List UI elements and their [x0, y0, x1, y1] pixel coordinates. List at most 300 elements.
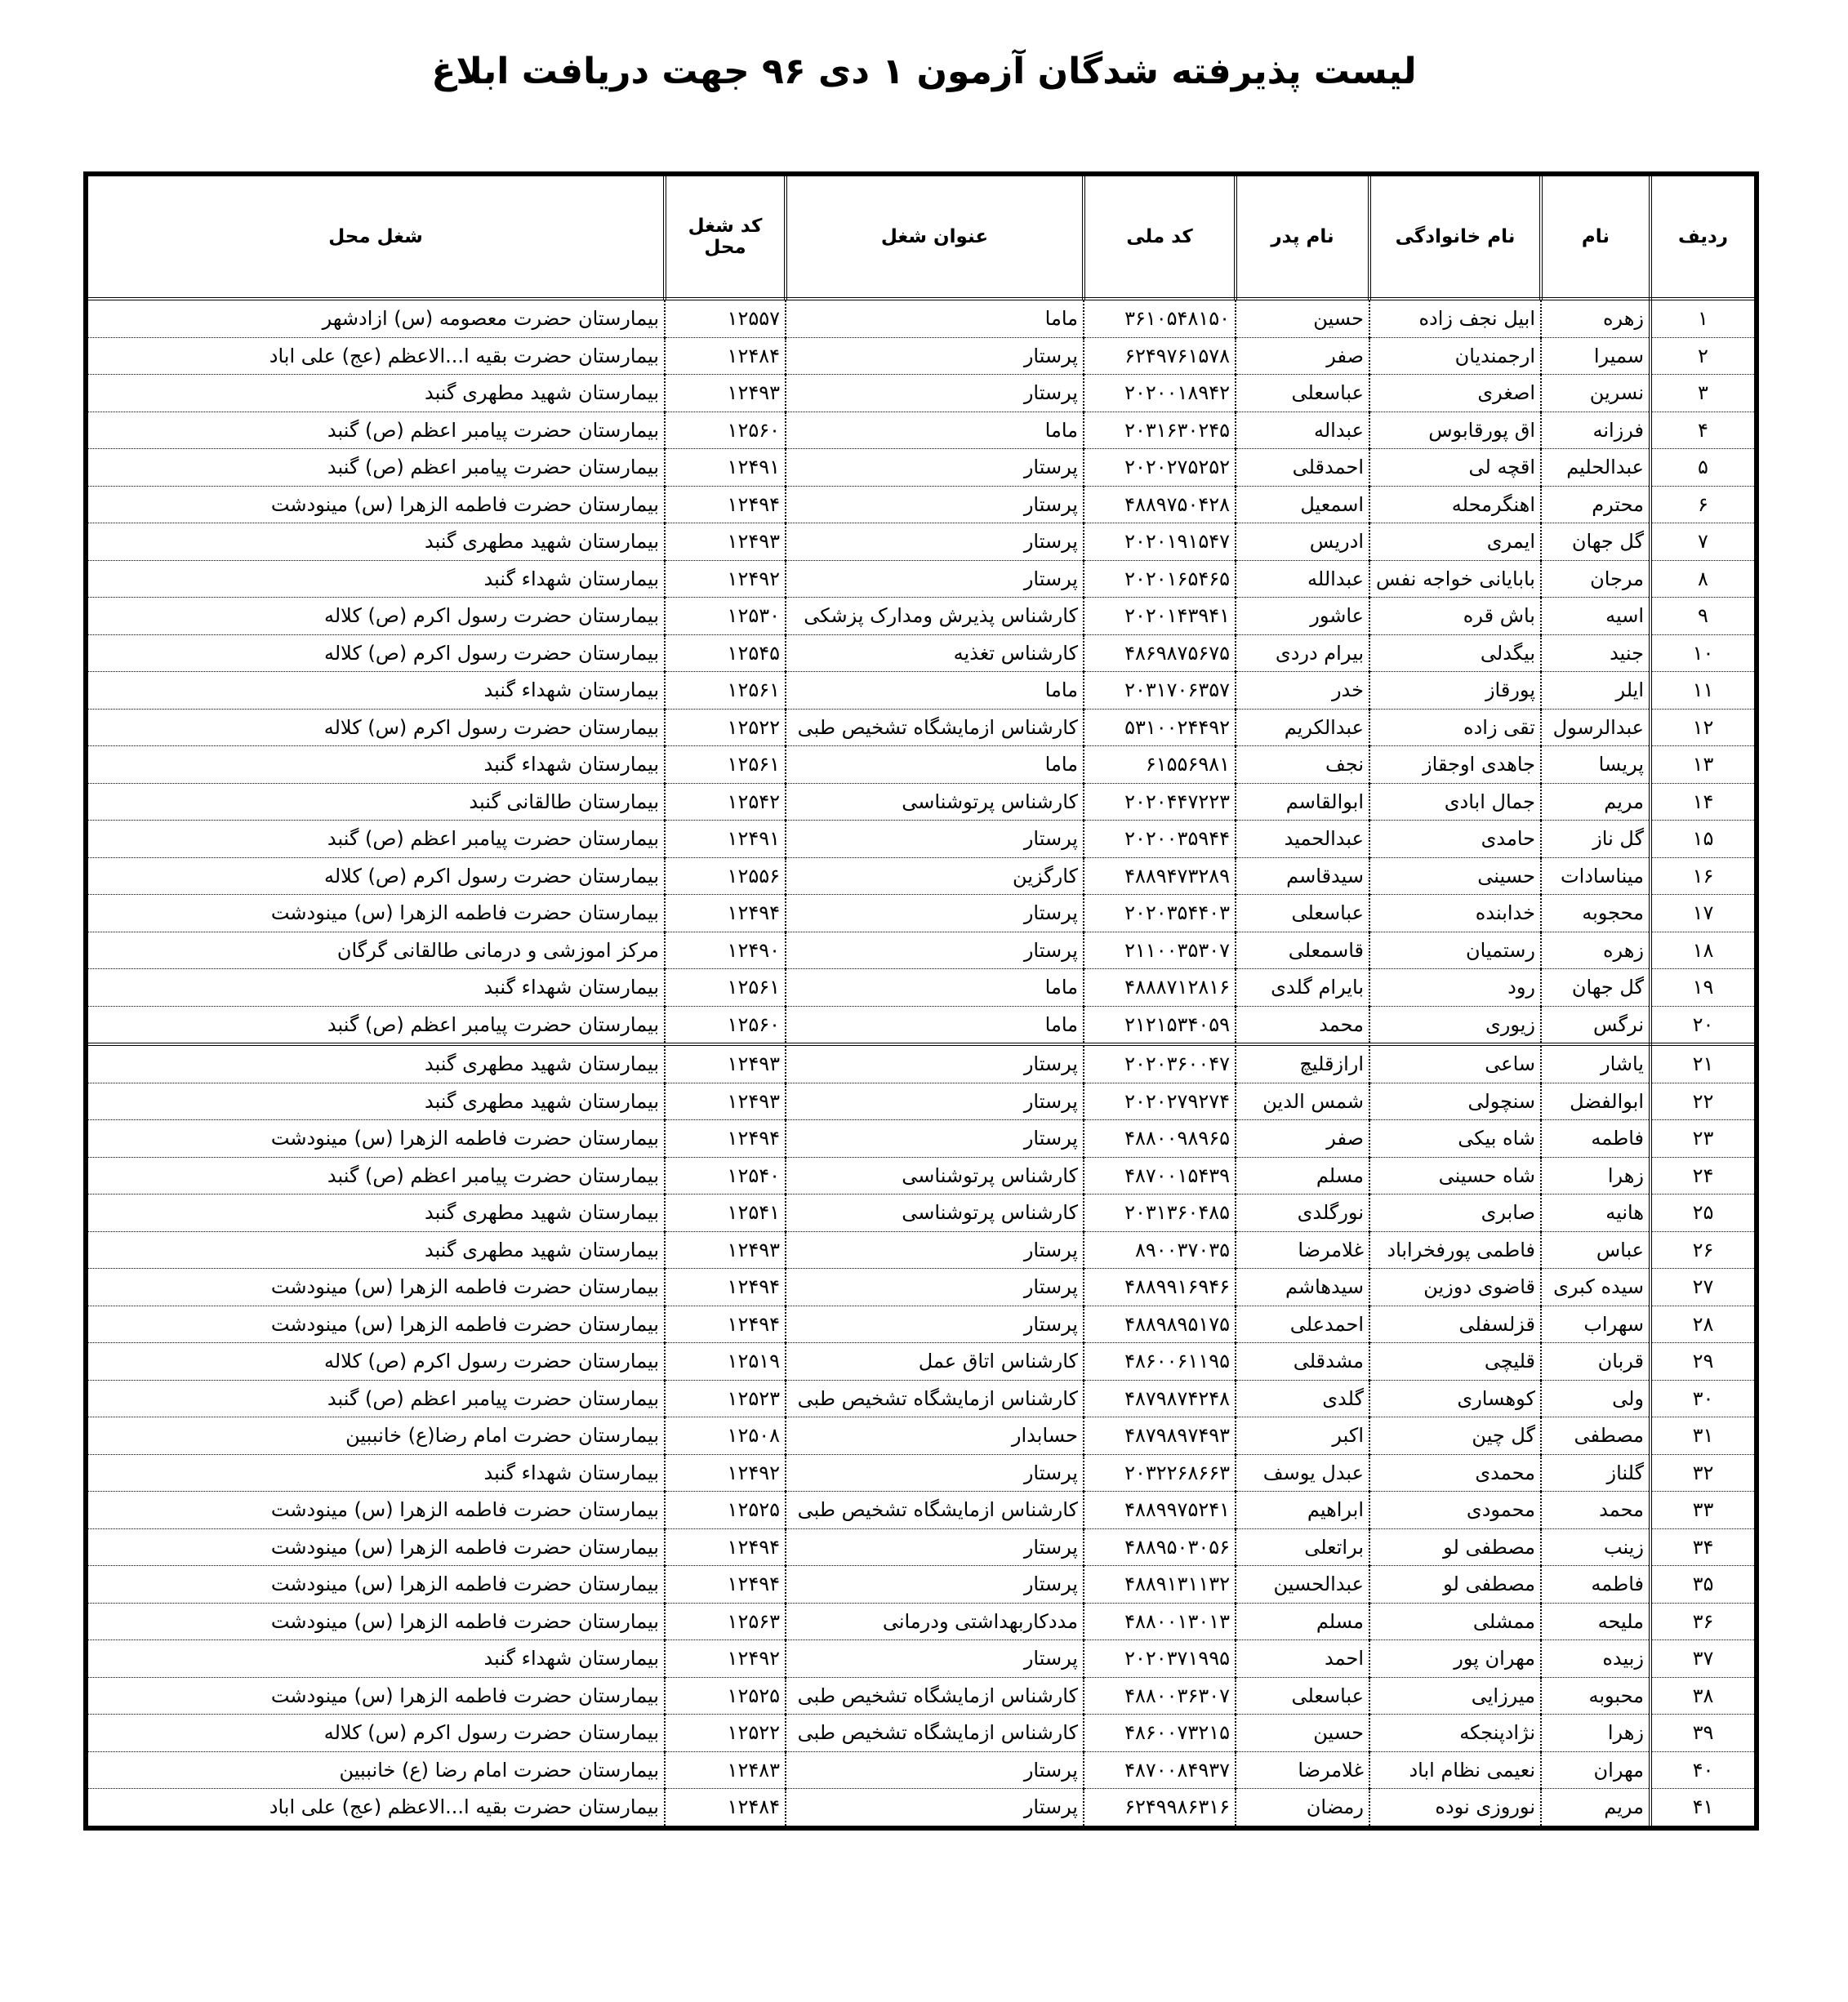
cell-row-number: ۲۳	[1650, 1120, 1757, 1158]
cell-first-name: مهران	[1541, 1751, 1650, 1789]
cell-national-code: ۴۸۶۹۸۷۵۶۷۵	[1084, 634, 1236, 672]
cell-last-name: رود	[1369, 969, 1541, 1007]
table-row	[86, 1603, 1757, 1640]
cell-job-title: کارشناس ازمایشگاه تشخیص طبی	[786, 1380, 1084, 1417]
cell-row-number: ۳۰	[1650, 1380, 1757, 1417]
cell-row-number: ۳	[1650, 375, 1757, 412]
cell-last-name: گل چین	[1369, 1417, 1541, 1455]
cell-job-place: بیمارستان شهداء گنبد	[86, 560, 665, 598]
cell-national-code: ۴۸۸۰۰۳۶۳۰۷	[1084, 1677, 1236, 1715]
cell-job-title: کارگزین	[786, 857, 1084, 895]
cell-row-number: ۲۱	[1650, 1044, 1757, 1083]
cell-first-name: مصطفی	[1541, 1417, 1650, 1455]
cell-job-place: بیمارستان حضرت رسول اکرم (ص) کلاله	[86, 598, 665, 635]
cell-father-name: گلدی	[1236, 1380, 1369, 1417]
cell-job-code: ۱۲۴۸۴	[665, 1789, 786, 1828]
cell-row-number: ۱۹	[1650, 969, 1757, 1007]
cell-father-name: عباسعلی	[1236, 1677, 1369, 1715]
cell-father-name: غلامرضا	[1236, 1751, 1369, 1789]
cell-first-name: نرگس	[1541, 1006, 1650, 1044]
cell-row-number: ۱۸	[1650, 932, 1757, 969]
cell-job-code: ۱۲۴۹۰	[665, 932, 786, 969]
cell-last-name: خدابنده	[1369, 895, 1541, 932]
cell-row-number: ۳۲	[1650, 1454, 1757, 1492]
cell-job-code: ۱۲۴۸۴	[665, 337, 786, 375]
cell-father-name: سیدهاشم	[1236, 1269, 1369, 1306]
cell-job-code: ۱۲۴۹۴	[665, 1269, 786, 1306]
cell-national-code: ۵۳۱۰۰۲۴۴۹۲	[1084, 709, 1236, 746]
cell-job-code: ۱۲۴۹۲	[665, 1454, 786, 1492]
cell-job-code: ۱۲۴۹۴	[665, 1566, 786, 1604]
cell-job-code: ۱۲۵۶۱	[665, 969, 786, 1007]
cell-first-name: عبدالحلیم	[1541, 449, 1650, 487]
cell-last-name: اقچه لی	[1369, 449, 1541, 487]
cell-last-name: شاه حسینی	[1369, 1157, 1541, 1195]
cell-father-name: نورگلدی	[1236, 1195, 1369, 1232]
cell-national-code: ۲۰۲۰۲۷۹۲۷۴	[1084, 1083, 1236, 1120]
cell-job-code: ۱۲۴۸۳	[665, 1751, 786, 1789]
cell-row-number: ۲۴	[1650, 1157, 1757, 1195]
cell-job-code: ۱۲۵۰۸	[665, 1417, 786, 1455]
cell-last-name: رستمیان	[1369, 932, 1541, 969]
cell-national-code: ۴۸۸۹۸۹۵۱۷۵	[1084, 1306, 1236, 1343]
table-row	[86, 857, 1757, 895]
cell-job-code: ۱۲۵۴۱	[665, 1195, 786, 1232]
cell-job-title: پرستار	[786, 1640, 1084, 1678]
header-first-name: نام	[1541, 174, 1650, 299]
cell-last-name: فاطمی پورفخراباد	[1369, 1231, 1541, 1269]
cell-job-place: بیمارستان حضرت فاطمه الزهرا (س) مینودشت	[86, 1528, 665, 1566]
cell-father-name: اکبر	[1236, 1417, 1369, 1455]
cell-job-code: ۱۲۴۹۱	[665, 821, 786, 858]
cell-job-code: ۱۲۵۳۰	[665, 598, 786, 635]
cell-job-place: بیمارستان حضرت فاطمه الزهرا (س) مینودشت	[86, 895, 665, 932]
cell-national-code: ۴۸۸۰۰۱۳۰۱۳	[1084, 1603, 1236, 1640]
cell-father-name: عاشور	[1236, 598, 1369, 635]
cell-job-place: بیمارستان حضرت معصومه (س) ازادشهر	[86, 299, 665, 337]
table-row	[86, 895, 1757, 932]
cell-row-number: ۳۱	[1650, 1417, 1757, 1455]
table-row	[86, 486, 1757, 523]
cell-last-name: جمال ابادی	[1369, 783, 1541, 821]
cell-father-name: بایرام گلدی	[1236, 969, 1369, 1007]
cell-job-code: ۱۲۴۹۱	[665, 449, 786, 487]
cell-job-place: بیمارستان حضرت فاطمه الزهرا (س) مینودشت	[86, 486, 665, 523]
cell-father-name: عبدل یوسف	[1236, 1454, 1369, 1492]
cell-row-number: ۱۷	[1650, 895, 1757, 932]
cell-job-code: ۱۲۵۶۱	[665, 746, 786, 784]
cell-job-title: پرستار	[786, 821, 1084, 858]
cell-job-title: پرستار	[786, 1454, 1084, 1492]
table-row	[86, 1120, 1757, 1158]
cell-father-name: رمضان	[1236, 1789, 1369, 1828]
cell-job-title: پرستار	[786, 1306, 1084, 1343]
cell-job-title: مددکاربهداشتی ودرمانی	[786, 1603, 1084, 1640]
cell-father-name: عبداله	[1236, 412, 1369, 449]
cell-father-name: مسلم	[1236, 1157, 1369, 1195]
cell-row-number: ۳۶	[1650, 1603, 1757, 1640]
table-row	[86, 709, 1757, 746]
cell-job-place: بیمارستان حضرت رسول اکرم (س) کلاله	[86, 709, 665, 746]
cell-row-number: ۳۴	[1650, 1528, 1757, 1566]
cell-row-number: ۲	[1650, 337, 1757, 375]
cell-last-name: بیگدلی	[1369, 634, 1541, 672]
cell-row-number: ۱	[1650, 299, 1757, 337]
table-row	[86, 821, 1757, 858]
cell-job-code: ۱۲۵۶۱	[665, 672, 786, 710]
cell-job-code: ۱۲۴۹۴	[665, 895, 786, 932]
cell-national-code: ۴۸۸۹۴۷۳۲۸۹	[1084, 857, 1236, 895]
cell-national-code: ۴۸۸۹۵۰۳۰۵۶	[1084, 1528, 1236, 1566]
cell-job-title: ماما	[786, 969, 1084, 1007]
cell-job-place: بیمارستان شهید مطهری گنبد	[86, 1231, 665, 1269]
cell-last-name: حسینی	[1369, 857, 1541, 895]
cell-last-name: صابری	[1369, 1195, 1541, 1232]
cell-job-place: بیمارستان حضرت رسول اکرم (ص) کلاله	[86, 634, 665, 672]
table-row	[86, 1231, 1757, 1269]
cell-father-name: نجف	[1236, 746, 1369, 784]
table-row	[86, 412, 1757, 449]
table-row	[86, 299, 1757, 337]
cell-national-code: ۴۸۶۰۰۷۳۲۱۵	[1084, 1715, 1236, 1752]
cell-job-place: بیمارستان حضرت پیامبر اعظم (ص) گنبد	[86, 1006, 665, 1044]
cell-national-code: ۴۸۸۹۷۵۰۴۲۸	[1084, 486, 1236, 523]
cell-row-number: ۱۲	[1650, 709, 1757, 746]
cell-job-code: ۱۲۴۹۳	[665, 1044, 786, 1083]
table-row	[86, 1640, 1757, 1678]
cell-father-name: ابوالقاسم	[1236, 783, 1369, 821]
table-row	[86, 1380, 1757, 1417]
cell-last-name: قاضوی دوزین	[1369, 1269, 1541, 1306]
cell-last-name: مصطفی لو	[1369, 1566, 1541, 1604]
cell-job-title: پرستار	[786, 486, 1084, 523]
cell-job-code: ۱۲۵۲۳	[665, 1380, 786, 1417]
cell-father-name: صفر	[1236, 1120, 1369, 1158]
cell-row-number: ۹	[1650, 598, 1757, 635]
cell-job-code: ۱۲۴۹۳	[665, 1083, 786, 1120]
cell-first-name: فرزانه	[1541, 412, 1650, 449]
cell-last-name: ایمری	[1369, 523, 1541, 561]
cell-row-number: ۱۱	[1650, 672, 1757, 710]
table-row	[86, 746, 1757, 784]
cell-job-place: بیمارستان حضرت بقیه ا...الاعظم (عج) علی اباد	[86, 337, 665, 375]
cell-national-code: ۲۰۳۱۶۳۰۲۴۵	[1084, 412, 1236, 449]
table-row	[86, 1789, 1757, 1828]
cell-row-number: ۱۵	[1650, 821, 1757, 858]
cell-job-place: بیمارستان حضرت فاطمه الزهرا (س) مینودشت	[86, 1566, 665, 1604]
cell-father-name: عباسعلی	[1236, 895, 1369, 932]
cell-row-number: ۲۰	[1650, 1006, 1757, 1044]
cell-job-code: ۱۲۵۲۲	[665, 1715, 786, 1752]
table-row	[86, 337, 1757, 375]
cell-father-name: محمد	[1236, 1006, 1369, 1044]
cell-first-name: مرجان	[1541, 560, 1650, 598]
cell-job-place: بیمارستان طالقانی گنبد	[86, 783, 665, 821]
cell-job-place: بیمارستان شهید مطهری گنبد	[86, 1195, 665, 1232]
cell-job-code: ۱۲۵۲۵	[665, 1677, 786, 1715]
cell-row-number: ۵	[1650, 449, 1757, 487]
cell-job-code: ۱۲۵۲۲	[665, 709, 786, 746]
cell-row-number: ۱۴	[1650, 783, 1757, 821]
cell-job-code: ۱۲۵۶۰	[665, 412, 786, 449]
cell-job-code: ۱۲۴۹۴	[665, 1120, 786, 1158]
cell-last-name: حامدی	[1369, 821, 1541, 858]
cell-row-number: ۳۵	[1650, 1566, 1757, 1604]
cell-job-title: کارشناس پرتوشناسی	[786, 783, 1084, 821]
cell-father-name: مشدقلی	[1236, 1343, 1369, 1381]
header-national-code: کد ملی	[1084, 174, 1236, 299]
cell-father-name: براتعلی	[1236, 1528, 1369, 1566]
cell-national-code: ۲۰۲۰۴۴۷۲۲۳	[1084, 783, 1236, 821]
candidates-table	[83, 171, 1759, 1831]
table-row	[86, 560, 1757, 598]
cell-job-title: کارشناس پرتوشناسی	[786, 1157, 1084, 1195]
cell-first-name: میناسادات	[1541, 857, 1650, 895]
header-job-place: شغل محل	[86, 174, 665, 299]
header-row-number: ردیف	[1650, 174, 1757, 299]
cell-national-code: ۴۸۸۹۹۷۵۲۴۱	[1084, 1492, 1236, 1529]
header-last-name: نام خانوادگی	[1369, 174, 1541, 299]
cell-first-name: مریم	[1541, 1789, 1650, 1828]
cell-first-name: قربان	[1541, 1343, 1650, 1381]
table-header-row	[86, 174, 1757, 299]
cell-row-number: ۶	[1650, 486, 1757, 523]
cell-father-name: حسین	[1236, 1715, 1369, 1752]
cell-row-number: ۲۸	[1650, 1306, 1757, 1343]
cell-row-number: ۴	[1650, 412, 1757, 449]
cell-job-place: بیمارستان شهداء گنبد	[86, 1640, 665, 1678]
cell-national-code: ۴۸۷۹۸۷۴۲۴۸	[1084, 1380, 1236, 1417]
cell-job-place: بیمارستان شهید مطهری گنبد	[86, 375, 665, 412]
cell-job-title: کارشناس اتاق عمل	[786, 1343, 1084, 1381]
cell-last-name: کوهساری	[1369, 1380, 1541, 1417]
cell-national-code: ۲۰۲۰۰۱۸۹۴۲	[1084, 375, 1236, 412]
cell-job-place: بیمارستان حضرت بقیه ا...الاعظم (عج) علی اباد	[269, 1795, 659, 1819]
cell-first-name: ملیحه	[1541, 1603, 1650, 1640]
cell-last-name: نعیمی نظام اباد	[1369, 1751, 1541, 1789]
cell-row-number: ۴۰	[1650, 1751, 1757, 1789]
cell-job-code: ۱۲۵۵۶	[665, 857, 786, 895]
cell-row-number: ۸	[1650, 560, 1757, 598]
cell-first-name: نسرین	[1541, 375, 1650, 412]
cell-job-title: حسابدار	[786, 1417, 1084, 1455]
cell-row-number: ۱۶	[1650, 857, 1757, 895]
cell-first-name: سیده کبری	[1541, 1269, 1650, 1306]
cell-job-place: بیمارستان حضرت فاطمه الزهرا (س) مینودشت	[86, 1306, 665, 1343]
cell-first-name: جنید	[1541, 634, 1650, 672]
cell-first-name: پریسا	[1541, 746, 1650, 784]
cell-job-code: ۱۲۵۲۵	[665, 1492, 786, 1529]
cell-national-code: ۳۶۱۰۵۴۸۱۵۰	[1084, 299, 1236, 337]
cell-national-code: ۲۰۲۰۲۷۵۲۵۲	[1084, 449, 1236, 487]
table-row	[86, 449, 1757, 487]
table-row	[86, 783, 1757, 821]
cell-last-name: میرزایی	[1369, 1677, 1541, 1715]
cell-father-name: سیدقاسم	[1236, 857, 1369, 895]
cell-job-code: ۱۲۴۹۳	[665, 523, 786, 561]
table-row	[86, 969, 1757, 1007]
cell-father-name: عبدالله	[1236, 560, 1369, 598]
cell-job-place: بیمارستان حضرت رسول اکرم (س) کلاله	[86, 1715, 665, 1752]
cell-first-name: محبوبه	[1541, 1677, 1650, 1715]
cell-father-name: خدر	[1236, 672, 1369, 710]
cell-first-name: سمیرا	[1541, 337, 1650, 375]
cell-job-place: مرکز اموزشی و درمانی طالقانی گرگان	[86, 932, 665, 969]
cell-father-name: عبدالحسین	[1236, 1566, 1369, 1604]
cell-father-name: شمس الدین	[1236, 1083, 1369, 1120]
cell-last-name: جاهدی اوجقاز	[1369, 746, 1541, 784]
cell-national-code: ۴۸۶۰۰۶۱۱۹۵	[1084, 1343, 1236, 1381]
cell-first-name: زهرا	[1541, 1157, 1650, 1195]
cell-last-name: سنچولی	[1369, 1083, 1541, 1120]
cell-first-name: زهره	[1541, 932, 1650, 969]
cell-national-code: ۲۰۳۲۲۶۸۶۶۳	[1084, 1454, 1236, 1492]
cell-row-number: ۱۳	[1650, 746, 1757, 784]
cell-job-title: پرستار	[786, 375, 1084, 412]
cell-last-name: نوروزی نوده	[1369, 1789, 1541, 1828]
cell-first-name: محمد	[1541, 1492, 1650, 1529]
cell-job-title: پرستار	[786, 1566, 1084, 1604]
cell-father-name: غلامرضا	[1236, 1231, 1369, 1269]
cell-job-title: کارشناس ازمایشگاه تشخیص طبی	[786, 709, 1084, 746]
cell-job-title: پرستار	[786, 337, 1084, 375]
cell-job-place: بیمارستان حضرت امام رضا (ع) خانببین	[86, 1751, 665, 1789]
table-row	[86, 1343, 1757, 1381]
cell-first-name: مریم	[1541, 783, 1650, 821]
cell-last-name: اصغری	[1369, 375, 1541, 412]
cell-last-name: قلیچی	[1369, 1343, 1541, 1381]
cell-job-title: پرستار	[786, 1120, 1084, 1158]
cell-father-name: عباسعلی	[1236, 375, 1369, 412]
cell-national-code: ۲۰۳۱۷۰۶۳۵۷	[1084, 672, 1236, 710]
cell-national-code: ۴۸۷۰۰۸۴۹۳۷	[1084, 1751, 1236, 1789]
cell-row-number: ۳۳	[1650, 1492, 1757, 1529]
cell-job-title: پرستار	[786, 523, 1084, 561]
cell-first-name: گل جهان	[1541, 523, 1650, 561]
cell-national-code: ۲۰۲۰۱۴۳۹۴۱	[1084, 598, 1236, 635]
cell-first-name: محترم	[1541, 486, 1650, 523]
cell-job-place: بیمارستان حضرت پیامبر اعظم (ص) گنبد	[86, 1380, 665, 1417]
table-row	[86, 672, 1757, 710]
cell-job-title: پرستار	[786, 1751, 1084, 1789]
cell-national-code: ۴۸۸۹۱۳۱۱۳۲	[1084, 1566, 1236, 1604]
cell-last-name: اق پورقابوس	[1369, 412, 1541, 449]
cell-job-title: ماما	[786, 1006, 1084, 1044]
cell-job-code: ۱۲۵۴۰	[665, 1157, 786, 1195]
cell-father-name: ارازقلیچ	[1236, 1044, 1369, 1083]
cell-father-name: عبدالحمید	[1236, 821, 1369, 858]
cell-job-place: بیمارستان حضرت پیامبر اعظم (ص) گنبد	[86, 412, 665, 449]
table-row	[86, 1417, 1757, 1455]
cell-father-name: ابراهیم	[1236, 1492, 1369, 1529]
cell-job-title: کارشناس ازمایشگاه تشخیص طبی	[786, 1492, 1084, 1529]
cell-national-code: ۴۸۸۰۰۹۸۹۶۵	[1084, 1120, 1236, 1158]
cell-job-title: پرستار	[786, 449, 1084, 487]
cell-national-code: ۲۰۲۰۰۳۵۹۴۴	[1084, 821, 1236, 858]
cell-national-code: ۲۰۲۰۳۶۰۰۴۷	[1084, 1044, 1236, 1083]
cell-last-name: بابایانی خواجه نفس	[1369, 560, 1541, 598]
cell-first-name: عباس	[1541, 1231, 1650, 1269]
cell-first-name: زینب	[1541, 1528, 1650, 1566]
cell-job-title: پرستار	[786, 932, 1084, 969]
cell-job-place: بیمارستان شهید مطهری گنبد	[86, 1083, 665, 1120]
cell-job-place: بیمارستان حضرت پیامبر اعظم (ص) گنبد	[86, 1157, 665, 1195]
cell-last-name: ساعی	[1369, 1044, 1541, 1083]
table-row	[86, 1566, 1757, 1604]
table-row	[86, 1006, 1757, 1044]
cell-last-name: تقی زاده	[1369, 709, 1541, 746]
cell-national-code: ۶۲۴۹۹۸۶۳۱۶	[1084, 1789, 1236, 1828]
cell-national-code: ۲۰۲۰۱۶۵۴۶۵	[1084, 560, 1236, 598]
table-row	[86, 1492, 1757, 1529]
cell-national-code: ۲۰۲۰۱۹۱۵۴۷	[1084, 523, 1236, 561]
table-row	[86, 1195, 1757, 1232]
cell-first-name: هانیه	[1541, 1195, 1650, 1232]
table-row	[86, 1157, 1757, 1195]
cell-last-name: قزلسفلی	[1369, 1306, 1541, 1343]
cell-father-name: قاسمعلی	[1236, 932, 1369, 969]
cell-job-place: بیمارستان حضرت فاطمه الزهرا (س) مینودشت	[86, 1269, 665, 1306]
table-row	[86, 1528, 1757, 1566]
cell-job-title: پرستار	[786, 1044, 1084, 1083]
cell-row-number: ۷	[1650, 523, 1757, 561]
cell-row-number: ۳۸	[1650, 1677, 1757, 1715]
cell-job-title: ماما	[786, 299, 1084, 337]
cell-job-code: ۱۲۴۹۳	[665, 375, 786, 412]
cell-father-name: عبدالکریم	[1236, 709, 1369, 746]
cell-job-title: ماما	[786, 746, 1084, 784]
cell-last-name: ارجمندیان	[1369, 337, 1541, 375]
cell-father-name: بیرام دردی	[1236, 634, 1369, 672]
cell-father-name: احمدعلی	[1236, 1306, 1369, 1343]
table-row	[86, 1044, 1757, 1083]
cell-job-title: ماما	[786, 672, 1084, 710]
table-row	[86, 1751, 1757, 1789]
cell-first-name: ولی	[1541, 1380, 1650, 1417]
cell-row-number: ۲۶	[1650, 1231, 1757, 1269]
table-row	[86, 634, 1757, 672]
cell-national-code: ۲۱۲۱۵۳۴۰۵۹	[1084, 1006, 1236, 1044]
cell-last-name: مهران پور	[1369, 1640, 1541, 1678]
cell-father-name: صفر	[1236, 337, 1369, 375]
cell-job-code: ۱۲۵۶۳	[665, 1603, 786, 1640]
cell-last-name: ممشلی	[1369, 1603, 1541, 1640]
cell-national-code: ۴۸۸۸۷۱۲۸۱۶	[1084, 969, 1236, 1007]
cell-job-place: بیمارستان حضرت فاطمه الزهرا (س) مینودشت	[86, 1120, 665, 1158]
header-job-title: عنوان شغل	[786, 174, 1084, 299]
cell-national-code: ۶۲۴۹۷۶۱۵۷۸	[1084, 337, 1236, 375]
cell-row-number: ۲۹	[1650, 1343, 1757, 1381]
cell-job-code: ۱۲۵۴۲	[665, 783, 786, 821]
table-row	[86, 523, 1757, 561]
cell-job-code: ۱۲۵۶۰	[665, 1006, 786, 1044]
cell-job-code: ۱۲۴۹۳	[665, 1231, 786, 1269]
cell-row-number: ۱۰	[1650, 634, 1757, 672]
cell-father-name: اسمعیل	[1236, 486, 1369, 523]
cell-father-name: حسین	[1236, 299, 1369, 337]
cell-row-number: ۴۱	[1650, 1789, 1757, 1828]
cell-row-number: ۳۹	[1650, 1715, 1757, 1752]
cell-first-name: عبدالرسول	[1541, 709, 1650, 746]
cell-job-place: بیمارستان شهداء گنبد	[86, 672, 665, 710]
cell-national-code: ۲۰۲۰۳۵۴۴۰۳	[1084, 895, 1236, 932]
cell-father-name: احمد	[1236, 1640, 1369, 1678]
cell-job-place: بیمارستان شهداء گنبد	[86, 1454, 665, 1492]
cell-job-code: ۱۲۵۱۹	[665, 1343, 786, 1381]
table-row	[86, 1454, 1757, 1492]
table-row	[86, 1677, 1757, 1715]
page-title: لیست پذیرفته شدگان آزمون ۱ دی ۹۶ جهت دریافت ابلاغ	[431, 51, 1417, 92]
